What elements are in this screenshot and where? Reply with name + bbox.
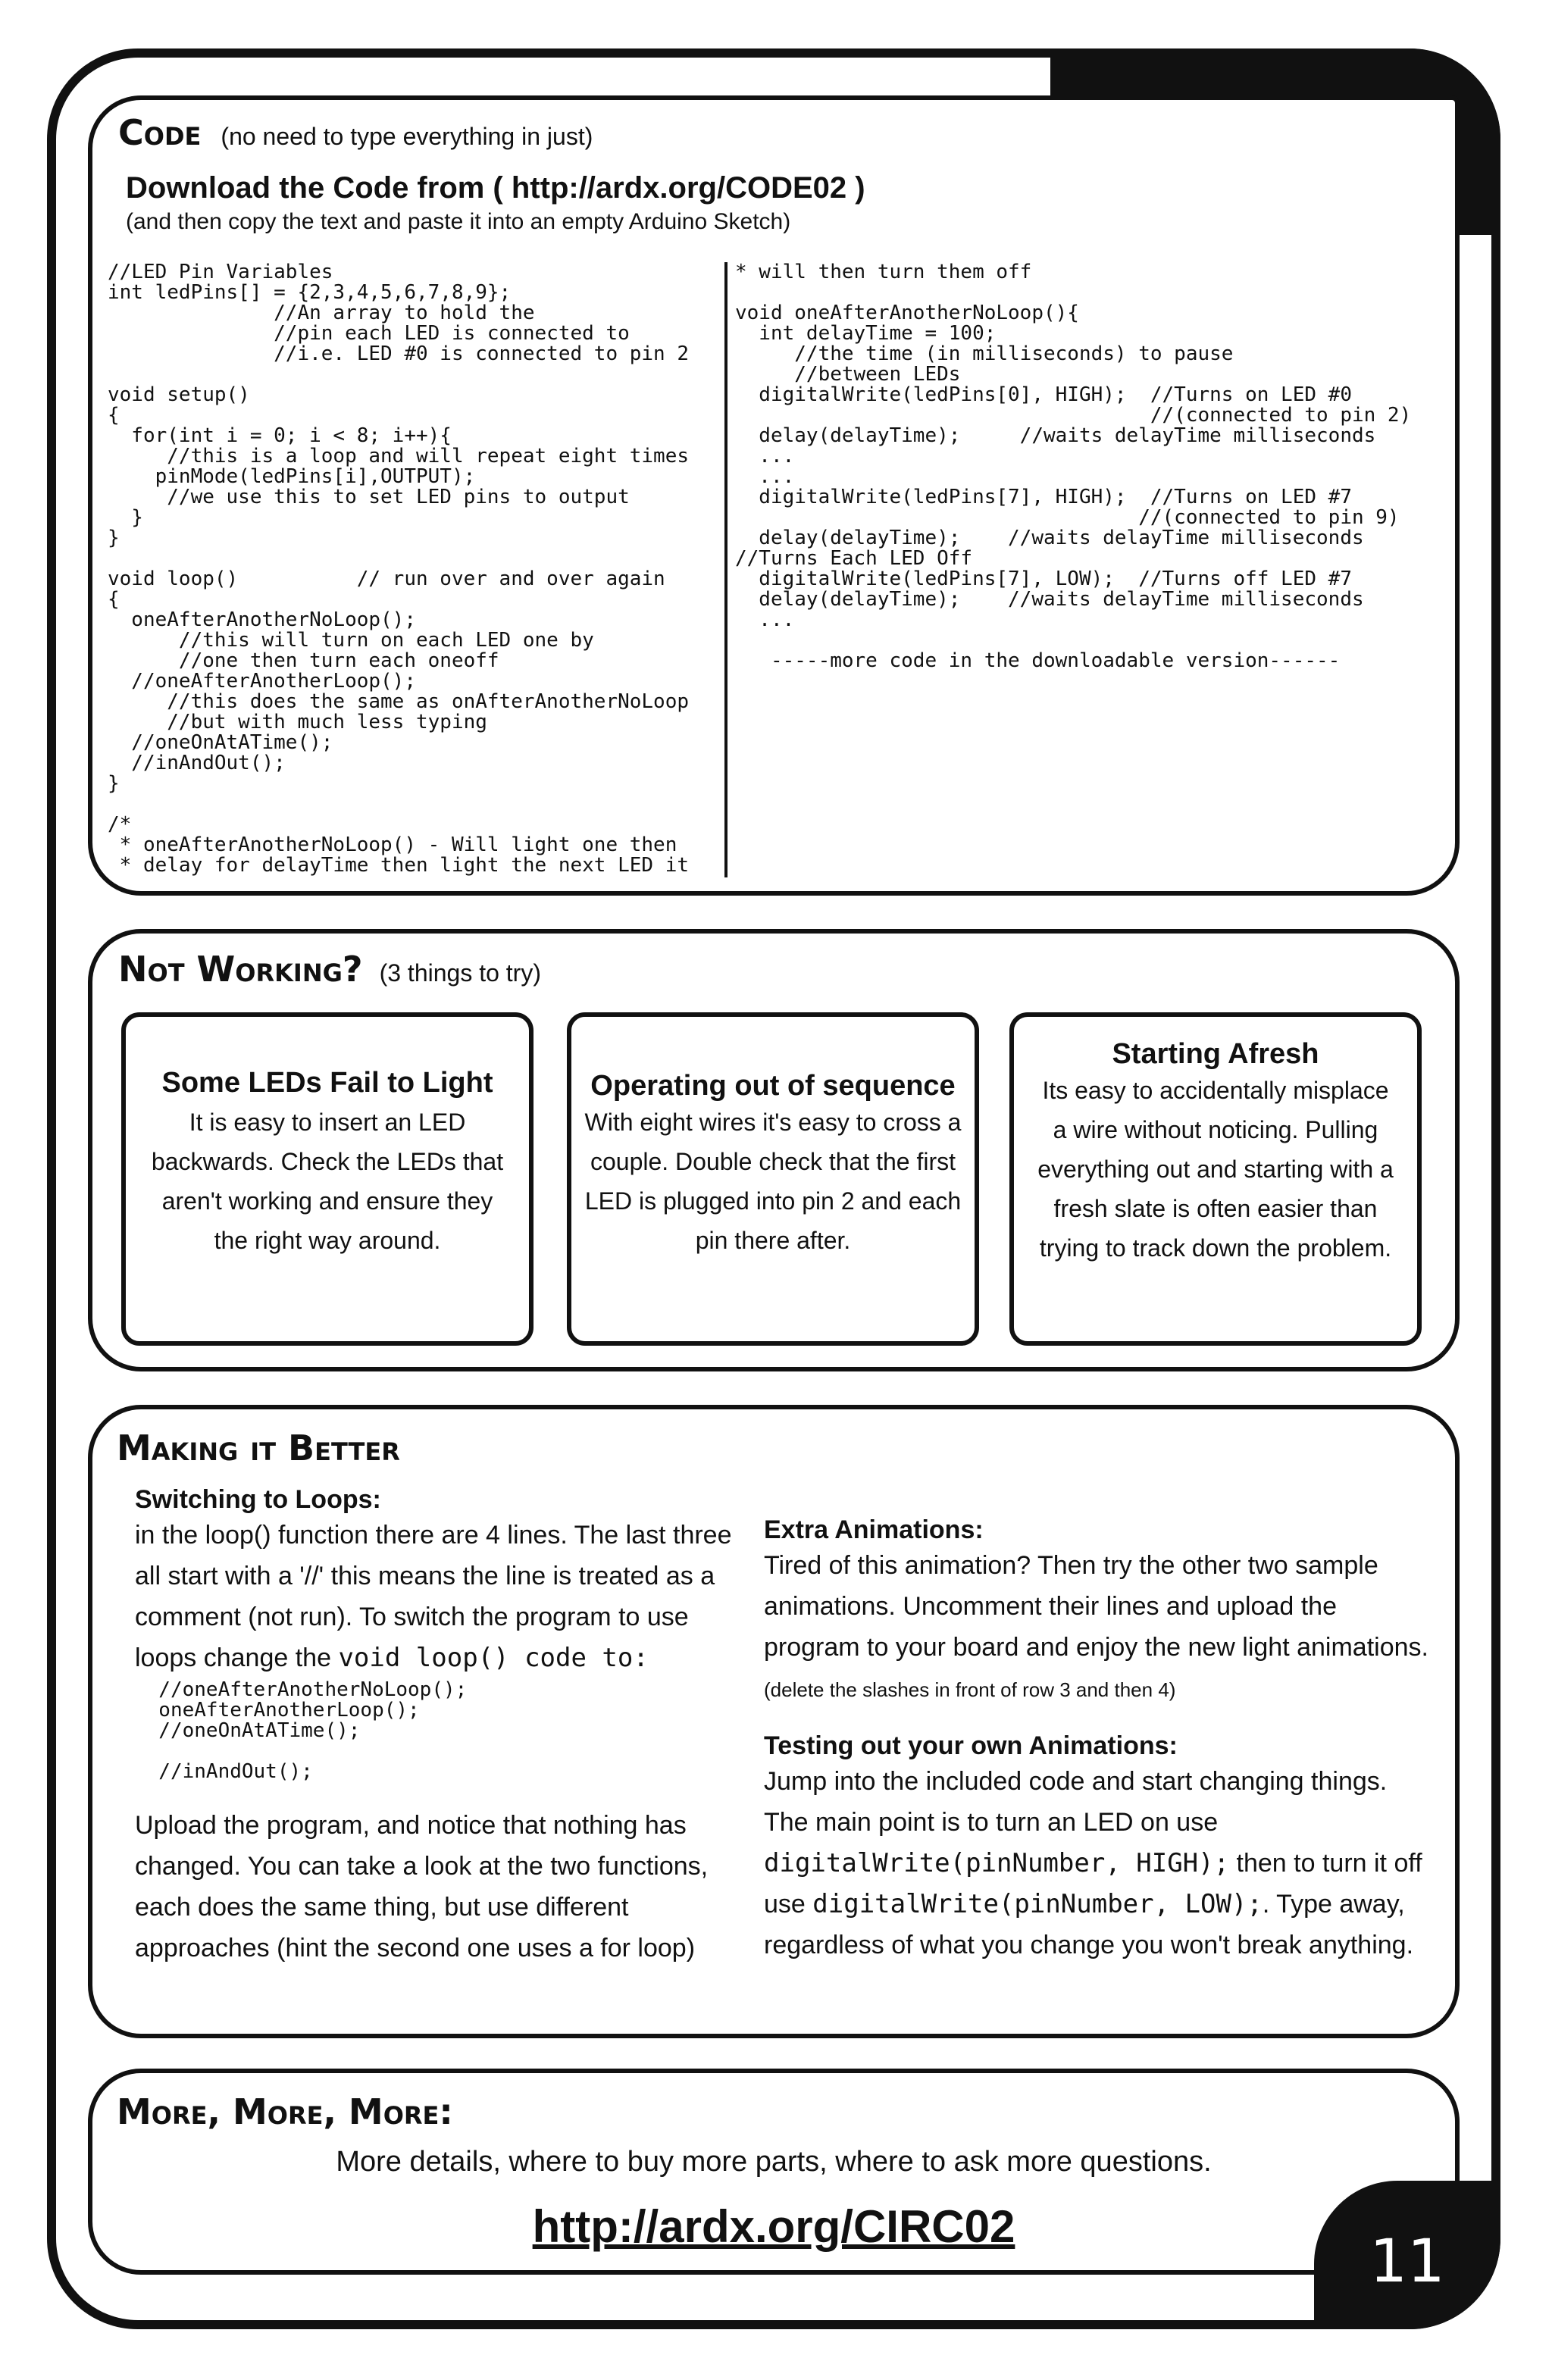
extra-text-body: Tired of this animation? Then try the other two sample animations. Uncomment their lines and upload the program to your board and enjoy the new light animations. [764, 1551, 1428, 1662]
code-line: //oneAfterAnotherLoop(); [108, 670, 416, 693]
more-url-link[interactable]: http://ardx.org/CIRC02 [532, 2201, 1015, 2252]
code-line: //the time (in milliseconds) to pause [735, 342, 1234, 365]
code-line [108, 794, 718, 815]
more-title: More, More, More: [117, 2091, 453, 2132]
tip-heading: Some LEDs Fail to Light [161, 1067, 493, 1099]
code-line: { [108, 588, 120, 611]
testing-text [764, 1761, 1431, 1966]
code-line: int delayTime = 100; [735, 322, 997, 345]
code-listing-left [108, 262, 718, 876]
extra-heading: Extra Animations: [764, 1515, 984, 1544]
code-line: delay(delayTime); //waits delayTime milliseconds [735, 527, 1364, 549]
code-line: //(connected to pin 2) [735, 404, 1412, 427]
code-line: void loop() // run over and over again [108, 568, 665, 590]
not-working-subtitle: (3 things to try) [379, 959, 541, 987]
code-line: //pin each LED is connected to [108, 322, 630, 345]
code-line: pinMode(ledPins[i],OUTPUT); [108, 465, 476, 488]
code-section-heading [118, 112, 593, 153]
code-line: //between LEDs [735, 363, 961, 386]
code-line: //Turns Each LED Off [735, 547, 973, 570]
code-line: * oneAfterAnotherNoLoop() - Will light one then [108, 833, 677, 856]
code-line: -----more code in the downloadable version------ [735, 649, 1341, 672]
copy-note: (and then copy the text and paste it into an empty Arduino Sketch) [126, 209, 791, 234]
code-line: //An array to hold the [108, 302, 535, 324]
code-title: Code [118, 112, 202, 153]
code-line: digitalWrite(ledPins[7], HIGH); //Turns on LED #7 [735, 486, 1352, 508]
not-working-heading [118, 949, 541, 990]
code-line: digitalWrite(ledPins[7], LOW); //Turns off LED #7 [735, 568, 1352, 590]
code-divider [724, 262, 728, 877]
testing-text-1: Jump into the included code and start changing things. The main point is to turn an LED on use [764, 1767, 1388, 1837]
loops-text [135, 1515, 734, 1678]
testing-code-2: digitalWrite(pinNumber, LOW); [812, 1889, 1263, 1919]
code-line [108, 364, 718, 385]
testing-text-2: then to turn it off use [764, 1849, 1422, 1919]
code-line: ... [735, 608, 795, 631]
code-line: } [108, 506, 143, 529]
code-line: //inAndOut(); [108, 752, 286, 774]
testing-text-3: . Type away, regardless of what you change you won't break anything. [764, 1890, 1414, 1959]
code-title-note: (no need to type everything in just) [221, 123, 593, 150]
code-line: //i.e. LED #0 is connected to pin 2 [108, 342, 690, 365]
code-listing-right [735, 262, 1447, 671]
testing-code-1: digitalWrite(pinNumber, HIGH); [764, 1848, 1230, 1878]
code-line: * will then turn them off [735, 261, 1032, 283]
code-line: //this does the same as onAfterAnotherNoLoop [108, 690, 690, 713]
code-line: void oneAfterAnotherNoLoop(){ [735, 302, 1079, 324]
loops-column [135, 1485, 734, 1969]
tip-body: With eight wires it's easy to cross a couple. Double check that the first LED is plugged into pin 2 and each pin there after. [584, 1109, 962, 1254]
extra-note: (delete the slashes in front of row 3 and then 4) [764, 1678, 1176, 1701]
more-text: More details, where to buy more parts, where to ask more questions. [336, 2146, 1212, 2178]
code-line [735, 630, 1447, 651]
code-line: oneAfterAnotherNoLoop(); [108, 608, 416, 631]
loops-inline-code: void loop() code to: [338, 1643, 649, 1673]
code-line: //LED Pin Variables [108, 261, 333, 283]
tip-heading: Starting Afresh [1112, 1038, 1319, 1070]
code-line: ... [735, 445, 795, 468]
code-line: * delay for delayTime then light the next LED it [108, 854, 690, 877]
code-line: /* [108, 813, 132, 836]
code-line: int ledPins[] = {2,3,4,5,6,7,8,9}; [108, 281, 512, 304]
code-line: digitalWrite(ledPins[0], HIGH); //Turns on LED #0 [735, 383, 1352, 406]
download-link[interactable]: Download the Code from ( http://ardx.org/CODE02 ) [126, 171, 865, 205]
code-line: //one then turn each oneoff [108, 649, 499, 672]
page-number: 11 [1369, 2228, 1445, 2296]
code-line: } [108, 772, 120, 795]
code-line: //this will turn on each LED one by [108, 629, 594, 652]
code-line: for(int i = 0; i < 8; i++){ [108, 424, 452, 447]
tip-heading: Operating out of sequence [590, 1070, 956, 1102]
code-line: void setup() [108, 383, 250, 406]
code-line [735, 283, 1447, 303]
animations-column [764, 1515, 1431, 1966]
tip-card [567, 1012, 979, 1346]
extra-text [764, 1545, 1431, 1710]
code-line: ... [735, 465, 795, 488]
code-line: //(connected to pin 9) [735, 506, 1400, 529]
code-line: //this is a loop and will repeat eight times [108, 445, 690, 468]
testing-heading: Testing out your own Animations: [764, 1731, 1178, 1760]
code-line: //we use this to set LED pins to output [108, 486, 630, 508]
upload-text: Upload the program, and notice that nothing has changed. You can take a look at the two functions, each does the same thing, but use different approaches (hint the second one uses a for loop) [135, 1811, 709, 1962]
making-better-title: Making it Better [117, 1428, 400, 1468]
code-line: } [108, 527, 120, 549]
tip-body: Its easy to accidentally misplace a wire without noticing. Pulling everything out and starting with a fresh slate is often easier than trying to track down the problem. [1037, 1077, 1394, 1262]
code-line: { [108, 404, 120, 427]
code-line: //oneOnAtATime(); [108, 731, 333, 754]
tip-card [1009, 1012, 1422, 1346]
loops-text-body: in the loop() function there are 4 lines. The last three all start with a '//' this means the line is treated as a comment (not run). To switch the program to use loops change the [135, 1521, 732, 1672]
not-working-title: Not Working? [118, 949, 363, 990]
loops-heading: Switching to Loops: [135, 1485, 381, 1514]
code-line [108, 549, 718, 569]
loops-code-block: //oneAfterAnotherNoLoop(); oneAfterAnotherLoop(); //oneOnAtATime(); //inAndOut(); [158, 1678, 468, 1783]
code-line: //but with much less typing [108, 711, 487, 733]
tip-body: It is easy to insert an LED backwards. Check the LEDs that aren't working and ensure they the right way around. [151, 1109, 504, 1254]
tip-card [121, 1012, 534, 1346]
code-line: delay(delayTime); //waits delayTime milliseconds [735, 424, 1376, 447]
code-line: delay(delayTime); //waits delayTime milliseconds [735, 588, 1364, 611]
